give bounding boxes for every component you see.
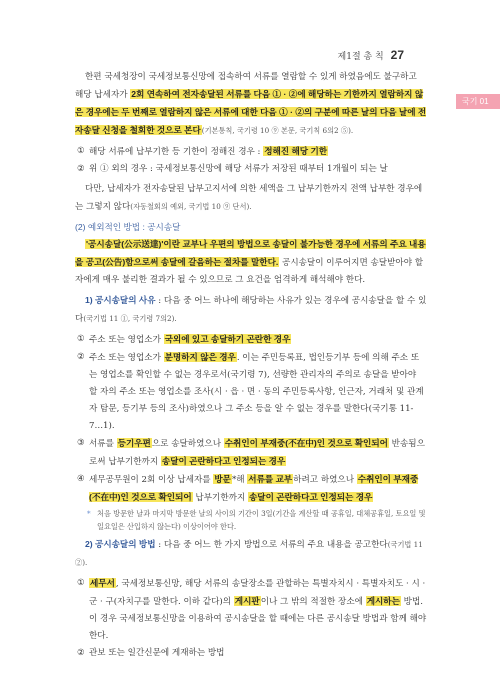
chapter-tab: 국기 01 xyxy=(456,94,500,109)
list-item: ④ 세무공무원이 2회 이상 납세자를 방문*해 서류를 교부하려고 하였으나 수취인이 부재중(不在中)인 것으로 확인되어 납부기한까지 송달이 곤란하다고 인정되는 경우 xyxy=(77,474,419,503)
highlight-text: 수취인이 부재중(不在中)인 것으로 확인되어 xyxy=(89,474,419,502)
footnote: * 처음 방문한 날과 마지막 방문한 날의 사이의 기간이 3일(기간을 계산할 때 공휴일, 대체공휴일, 토요일 및 일요일은 산입하지 않는다) 이상이어야 한다. xyxy=(87,509,426,531)
main-content xyxy=(75,69,427,662)
section-heading: (2) 예외적인 방법 : 공시송달 xyxy=(75,222,181,232)
legal-reference: (국기법 11 ①, 국기령 7의2). xyxy=(83,314,177,323)
highlight-text: 방문 xyxy=(214,474,231,484)
highlight-text: '공시송달(公示送達)'이란 교부나 우편의 방법으로 송달이 불가능한 경우에 서류의 주요 내용을 공고(公告)함으로써 송달에 갈음하는 절차를 말한다. xyxy=(75,239,426,267)
highlight-text: 2회 연속하여 전자송달된 서류를 다음 ① · ②에 해당하는 기한까지 열람하지 않은 경우에는 두 번째로 열람하지 않은 서류에 대한 다음 ① · ②의 구분에 따른 날의 다음 날에 전자송달 신청을 철회한 것으로 본다 xyxy=(75,89,427,135)
list-item: ② 위 ① 외의 경우 : 국세정보통신망에 해당 서류가 저장된 때부터 1개월이 되는 날 xyxy=(77,164,388,174)
heading-reasons: 1) 공시송달의 사유 : 다음 중 어느 하나에 해당하는 사유가 있는 경우에 공시송달을 할 수 있다(국기법 11 ①, 국기령 7의2). xyxy=(75,295,427,324)
legal-reference: (기본통칙, 국기령 10 ⑨ 본문, 국기칙 6의2 ⑤). xyxy=(201,126,354,135)
asterisk-icon: * xyxy=(87,509,91,518)
page-number: 27 xyxy=(390,48,404,62)
paragraph-public-notice: '공시송달(公示送達)'이란 교부나 우편의 방법으로 송달이 불가능한 경우에 서류의 주요 내용을 공고(公告)함으로써 송달에 갈음하는 절차를 말한다. 공시송달이 이루어지면 송달받아야 할 자에게 매우 불리한 결과가 될 수 있으므로 그 요건을 엄격하게 해석해야 한다. xyxy=(75,239,426,285)
highlight-text: 분명하지 않은 경우 xyxy=(164,352,236,362)
list-item: ① 세무서, 국세정보통신망, 해당 서류의 송달장소를 관할하는 특별자치시 · 특별자치도 · 시 · 군 · 구(자치구를 말한다. 이하 같다)의 게시판이나 그 밖의 적절한 장소에 게시하는 방법. 이 경우 국세정보통신망을 이용하여 공시송달을 할 때에는 다른 공시송달 방법과 함께 해야 한다. xyxy=(77,578,427,641)
highlight-text: 게시판 xyxy=(234,596,260,606)
highlight-text: 세무서 xyxy=(90,578,115,588)
list-item: ② 관보 또는 일간신문에 게재하는 방법 xyxy=(77,648,225,658)
legal-reference: (국기법 11 ②). xyxy=(75,540,423,567)
list-item: ① 해당 서류에 납부기한 등 기한이 정해진 경우 : 정해진 해당 기한 xyxy=(77,146,328,157)
list-item: ② 주소 또는 영업소가 분명하지 않은 경우. 이는 주민등록표, 법인등기부 등에 의해 주소 또는 영업소를 확인할 수 없는 경우로서(국기령 7), 선량한 관리자의 주의로 송달을 받아야 할 자의 주소 또는 영업소를 조사(시 · 읍 · 면 · 동의 주민등록사항, 인근자, 거래처 및 관계자 탐문, 등기부 등의 조사)하였으나 그 주소 등을 알 수 없는 경우를 말한다(국기통 11-7…1). xyxy=(77,352,424,431)
highlight-text: 송달이 곤란하다고 인정되는 경우 xyxy=(248,492,373,502)
paragraph-exception: 다만, 납세자가 전자송달된 납부고지서에 의한 세액을 그 납부기한까지 전액 납부한 경우에는 그렇지 않다(자동철회의 예외, 국기법 10 ⑨ 단서). xyxy=(75,184,423,212)
highlight-text: 서류를 교부 xyxy=(248,474,293,484)
page-header xyxy=(338,48,404,62)
section-title: 제1절 총 칙 xyxy=(337,52,384,62)
heading-methods: 2) 공시송달의 방법 : 다음 중 어느 한 가지 방법으로 서류의 주요 내용을 공고한다(국기법 11 ②). xyxy=(75,539,423,567)
highlight-text: 송달이 곤란하다고 인정되는 경우 xyxy=(161,456,286,466)
list-item: ① 주소 또는 영업소가 국외에 있고 송달하기 곤란한 경우 xyxy=(77,334,291,345)
list-item: ③ 서류를 등기우편으로 송달하였으나 수취인이 부재중(不在中)인 것으로 확인되어 반송됨으로써 납부기한까지 송달이 곤란하다고 인정되는 경우 xyxy=(77,438,425,467)
legal-reference: (자동철회의 예외, 국기법 10 ⑨ 단서). xyxy=(130,202,252,211)
highlight-text: 국외에 있고 송달하기 곤란한 경우 xyxy=(164,334,291,344)
highlight-text: 수취인이 부재중(不在中)인 것으로 확인되어 xyxy=(224,438,388,448)
highlight-text: 게시하는 xyxy=(366,596,400,606)
paragraph-revocation: 한편 국세청장이 국세정보통신망에 접속하여 서류를 열람할 수 있게 하였음에도 불구하고 해당 납세자가 2회 연속하여 전자송달된 서류를 다음 ① · ②에 해당하는 기한까지 열람하지 않은 경우에는 두 번째로 열람하지 않은 서류에 대한 다음 ① · ②의 구분에 따른 날의 다음 날에 전자송달 신청을 철회한 것으로 본다(기본통칙, 국기령 10 ⑨ 본문, 국기칙 6의2 ⑤). xyxy=(75,72,427,135)
highlight-text: 등기우편 xyxy=(117,438,151,448)
highlight-text: 정해진 해당 기한 xyxy=(264,146,328,156)
